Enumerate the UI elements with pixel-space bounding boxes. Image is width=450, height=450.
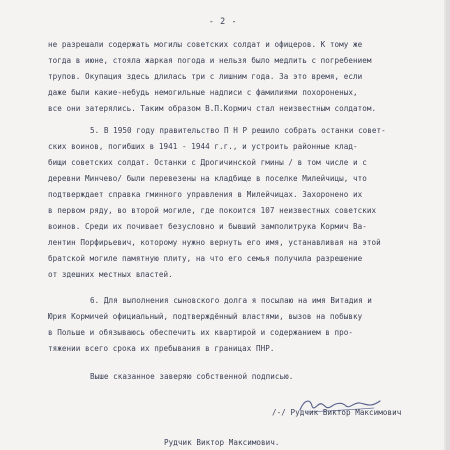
text-line: деревни Минчево/ были перевезены на кладбище в поселке Милейчицы, что bbox=[48, 174, 367, 183]
text-line: тогда в июне, стояла жаркая погода и нельзя было медлить с погребением bbox=[48, 56, 372, 65]
text-line: трупов. Окупация здесь длилась три с лишним года. За это время, если bbox=[48, 72, 363, 81]
paragraph-6-start: 6. Для выполнения сыновского долга я посылаю на имя Витадия и bbox=[90, 296, 372, 305]
text-line: ских воинов, погибших в 1941 - 1944 г.г., и устроить районные клад- bbox=[48, 142, 358, 151]
attestation-line: Выше сказанное заверяю собственной подписью. bbox=[90, 372, 294, 381]
paragraph-5-start: 5. В 1950 году правительство П Н Р решило собрать останки совет- bbox=[90, 126, 386, 135]
text-line: бищи советских солдат. Останки с Дрогичинской гмины / в том числе и с bbox=[48, 158, 367, 167]
text-line: братской могиле памятную плиту, на что его семья получила разрешение bbox=[48, 254, 363, 263]
text-line: в Польше и обязываюсь обеспечить их квартирой и содержанием в про- bbox=[48, 328, 354, 337]
text-line: Юрия Кормичей официальный, подтверждённый властями, вызов на побывку bbox=[48, 312, 363, 321]
text-line: воинов. Среди их почивает безусловно и бывший замполитрука Кормич Ва- bbox=[48, 222, 367, 231]
text-line: лентин Порфирьевич, которому нужно вернуть его имя, устанавливая на этой bbox=[48, 238, 381, 247]
text-line: подтверждает справка гминного управления в Милейчицах. Захоронено их bbox=[48, 190, 363, 199]
text-line: тяжении всего срока их пребывания в границах ПНР. bbox=[48, 344, 275, 353]
text-line: даже были какие-небудь немогильные надписи с фамилиями похороненых, bbox=[48, 88, 358, 97]
text-line: все они затерялись. Таким образом В.П.Кормич стал неизвестным солдатом. bbox=[48, 104, 377, 113]
footer-name: Рудчик Виктор Максимович. bbox=[164, 438, 280, 447]
text-line: от здешних местных властей. bbox=[48, 270, 173, 279]
signature-typed-name: /-/ Рудчик Виктор Максимович bbox=[272, 408, 402, 417]
text-line: в первом ряду, во второй могиле, где покоится 107 неизвестных советских bbox=[48, 206, 377, 215]
page-number: - 2 - bbox=[208, 16, 238, 26]
text-line: не разрешали содержать могилы советских солдат и офицеров. К тому же bbox=[48, 40, 363, 49]
